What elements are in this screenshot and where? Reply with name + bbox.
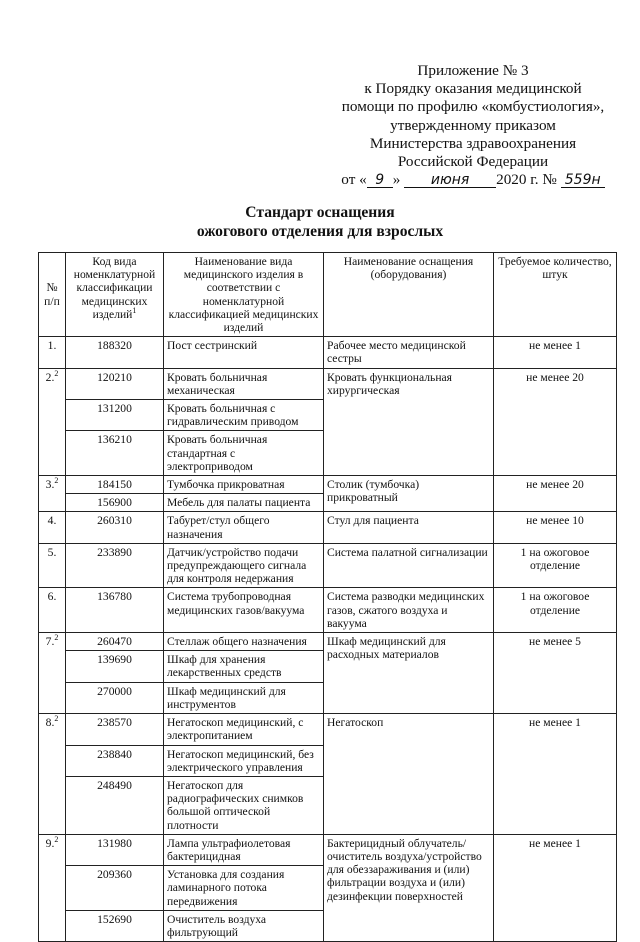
device-name: Табурет/стул общего назначения (164, 512, 324, 543)
row-number-text: 9. (45, 836, 55, 850)
appendix-block (318, 62, 628, 189)
device-code: 131200 (66, 400, 164, 431)
device-code: 260470 (66, 633, 164, 651)
device-name: Пост сестринский (164, 337, 324, 368)
equipment-name: Шкаф медицинский для расходных материалов (324, 633, 494, 714)
header-num: № п/п (39, 253, 66, 337)
footnote-marker: 2 (54, 834, 59, 844)
table-row (39, 512, 617, 543)
row-number (39, 588, 66, 633)
row-number-text: 4. (47, 514, 57, 528)
equipment-name: Кровать функциональная хирургическая (324, 368, 494, 475)
device-name: Система трубопроводная медицинских газов/вакуума (164, 588, 324, 633)
row-number-text: 6. (47, 590, 57, 604)
date-year: 2020 г. № (496, 171, 557, 189)
row-number (39, 633, 66, 714)
device-code: 209360 (66, 866, 164, 911)
equipment-name: Рабочее место медицинской сестры (324, 337, 494, 368)
appendix-line: Российской Федерации (397, 153, 549, 171)
date-prefix: от « (341, 171, 367, 189)
required-quantity: не менее 1 (494, 337, 617, 368)
device-name: Негатоскоп для радиографических снимков большой оптической плотности (164, 776, 324, 834)
required-quantity: не менее 20 (494, 368, 617, 475)
device-code: 136780 (66, 588, 164, 633)
device-name: Стеллаж общего назначения (164, 633, 324, 651)
device-name: Шкаф медицинский для инструментов (164, 682, 324, 713)
device-code: 184150 (66, 476, 164, 494)
equipment-name: Столик (тумбочка) прикроватный (324, 476, 494, 512)
device-name: Негатоскоп медицинский, с электропитанием (164, 714, 324, 745)
row-number (39, 834, 66, 941)
row-number-text: 8. (45, 716, 55, 730)
appendix-line: утвержденному приказом (390, 116, 556, 134)
device-code: 233890 (66, 543, 164, 588)
device-name: Негатоскоп медицинский, без электрического управления (164, 745, 324, 776)
device-name: Кровать больничная механическая (164, 368, 324, 399)
device-code: 238570 (66, 714, 164, 745)
table-row (39, 834, 617, 865)
appendix-line: помощи по профилю «комбустиология», (341, 98, 605, 116)
equipment-name: Бактерицидный облучатель/очиститель воздуха/устройство для обеззараживания и (или) фильтрации воздуха и (или) дезинфекции поверхностей (324, 834, 494, 941)
footnote-marker: 2 (54, 368, 59, 378)
row-number-text: 7. (45, 635, 55, 649)
row-number-text: 2. (45, 370, 55, 384)
equipment-table (38, 252, 617, 942)
order-date-line (318, 171, 628, 189)
row-number (39, 714, 66, 835)
footnote-marker: 1 (132, 305, 137, 315)
footnote-marker: 2 (54, 633, 59, 643)
row-number-text: 5. (47, 545, 57, 559)
device-name: Лампа ультрафиолетовая бактерицидная (164, 834, 324, 865)
device-name: Мебель для палаты пациента (164, 494, 324, 512)
header-name: Наименование вида медицинского изделия в соответствии с номенклатурной классификацией медицинских изделий (164, 253, 324, 337)
table-row (39, 633, 617, 651)
header-code-text: Код вида номенклатурной классификации медицинских изделий (73, 255, 156, 321)
required-quantity: 1 на ожоговое отделение (494, 588, 617, 633)
title-line: ожогового отделения для взрослых (196, 223, 444, 240)
required-quantity: не менее 1 (494, 834, 617, 941)
device-code: 270000 (66, 682, 164, 713)
device-code: 139690 (66, 651, 164, 682)
equipment-name: Система разводки медицинских газов, сжатого воздуха и вакуума (324, 588, 494, 633)
device-name: Датчик/устройство подачи предупреждающего сигнала для контроля недержания (164, 543, 324, 588)
table-row (39, 368, 617, 399)
date-mid: » (392, 171, 401, 189)
row-number (39, 512, 66, 543)
table-header-row (39, 253, 617, 337)
header-quantity: Требуемое количество, штук (494, 253, 617, 337)
table-row (39, 476, 617, 494)
device-code: 120210 (66, 368, 164, 399)
device-code: 188320 (66, 337, 164, 368)
device-code: 260310 (66, 512, 164, 543)
required-quantity: не менее 20 (494, 476, 617, 512)
device-code: 136210 (66, 431, 164, 476)
device-name: Кровать больничная стандартная с электроприводом (164, 431, 324, 476)
required-quantity: не менее 10 (494, 512, 617, 543)
header-code (66, 253, 164, 337)
appendix-line: к Порядку оказания медицинской (364, 80, 582, 98)
table-row (39, 543, 617, 588)
table-row (39, 588, 617, 633)
device-code: 248490 (66, 776, 164, 834)
device-code: 156900 (66, 494, 164, 512)
device-name: Установка для создания ламинарного потока передвижения (164, 866, 324, 911)
header-equipment: Наименование оснащения (оборудования) (324, 253, 494, 337)
equipment-name: Стул для пациента (324, 512, 494, 543)
appendix-line: Министерства здравоохранения (369, 134, 577, 152)
required-quantity: 1 на ожоговое отделение (494, 543, 617, 588)
table-row (39, 714, 617, 745)
required-quantity: не менее 1 (494, 714, 617, 835)
equipment-name: Негатоскоп (324, 714, 494, 835)
device-name: Шкаф для хранения лекарственных средств (164, 651, 324, 682)
device-code: 152690 (66, 910, 164, 941)
device-code: 238840 (66, 745, 164, 776)
row-number-text: 1. (47, 339, 57, 353)
row-number (39, 476, 66, 512)
date-month-handwritten: июня (404, 173, 496, 188)
row-number (39, 368, 66, 475)
footnote-marker: 2 (54, 476, 59, 486)
order-number-handwritten: 559н (561, 173, 605, 188)
footnote-marker: 2 (54, 714, 59, 724)
required-quantity: не менее 5 (494, 633, 617, 714)
row-number (39, 337, 66, 368)
row-number-text: 3. (45, 478, 55, 492)
equipment-name: Система палатной сигнализации (324, 543, 494, 588)
title-line: Стандарт оснащения (245, 204, 395, 221)
document-title (0, 203, 640, 241)
device-code: 131980 (66, 834, 164, 865)
device-name: Кровать больничная с гидравлическим приводом (164, 400, 324, 431)
date-day-handwritten: 9 (367, 173, 393, 188)
row-number (39, 543, 66, 588)
appendix-title: Приложение № 3 (417, 62, 529, 79)
table-row (39, 337, 617, 368)
device-name: Тумбочка прикроватная (164, 476, 324, 494)
device-name: Очиститель воздуха фильтрующий (164, 910, 324, 941)
